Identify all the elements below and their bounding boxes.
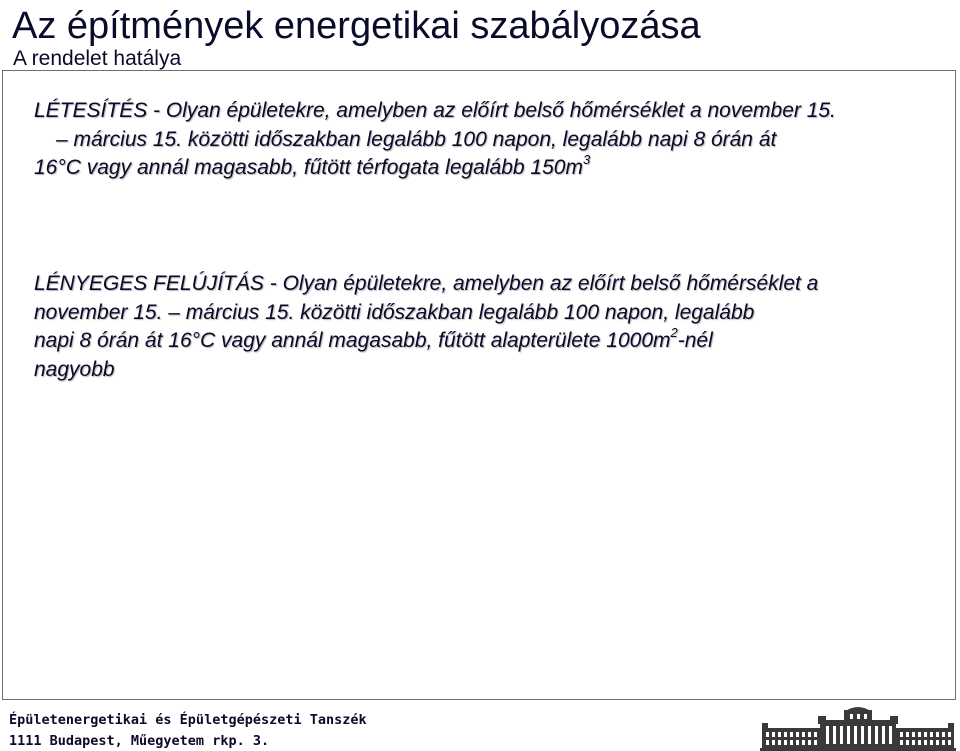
paragraph-line: – március 15. közötti időszakban legalább 100 napon, legalább napi 8 órán át — [56, 127, 777, 151]
university-building-logo — [760, 706, 956, 751]
paragraph-line — [34, 327, 924, 356]
paragraph-line: LÉTESÍTÉS - Olyan épületekre, amelyben az előírt belső hőmérséklet a november 15. — [34, 99, 836, 122]
footer — [9, 710, 367, 751]
paragraph-line: nagyobb — [34, 357, 115, 381]
paragraph-line-suffix: -nél — [677, 329, 713, 352]
paragraph-line-text: 16°C vagy annál magasabb, fűtött térfogata legalább 150m — [34, 156, 583, 179]
paragraph-letesites — [34, 97, 946, 183]
paragraph-felujitas — [34, 270, 924, 384]
paragraph-line: november 15. – március 15. közötti időszakban legalább 100 napon, legalább — [34, 300, 755, 324]
slide-subtitle: A rendelet hatálya — [13, 47, 182, 70]
paragraph-line: LÉNYEGES FELÚJÍTÁS - Olyan épületekre, amelyben az előírt belső hőmérséklet a — [34, 272, 819, 295]
superscript: 3 — [582, 152, 591, 167]
paragraph-line-text: napi 8 órán át 16°C vagy annál magasabb, fűtött alapterülete 1000m — [34, 329, 671, 352]
footer-address: 1111 Budapest, Műegyetem rkp. 3. — [9, 733, 270, 749]
slide-title: Az építmények energetikai szabályozása — [12, 5, 701, 47]
paragraph-line — [34, 152, 946, 183]
superscript: 2 — [670, 325, 678, 340]
footer-department: Épületenergetikai és Épületgépészeti Tanszék — [9, 712, 367, 728]
